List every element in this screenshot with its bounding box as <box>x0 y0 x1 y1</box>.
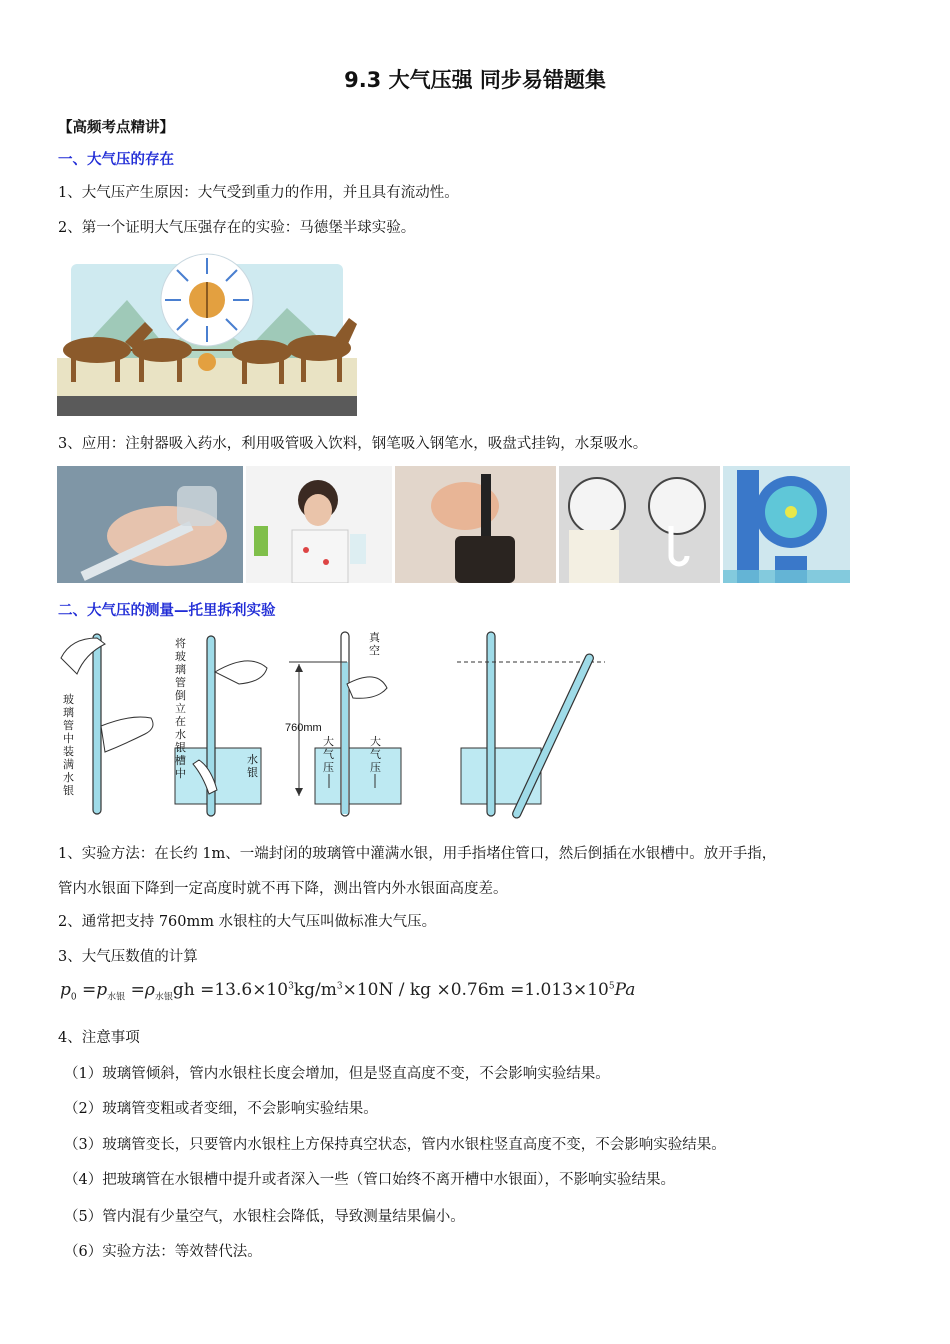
note-4: （4）把玻璃管在水银槽中提升或者深入一些（管口始终不离开槽中水银面），不影响实验结果。 <box>64 1172 675 1188</box>
fountain-pen-photo <box>395 466 556 583</box>
note-6: （6）实验方法：等效替代法。 <box>64 1244 262 1260</box>
section1-line2: 2、第一个证明大气压强存在的实验：马德堡半球实验。 <box>58 220 416 236</box>
suction-hook-photo <box>559 466 720 583</box>
section1-heading: 一、大气压的存在 <box>58 152 174 168</box>
water-pump-photo <box>723 466 850 583</box>
note-3: （3）玻璃管变长，只要管内水银柱上方保持真空状态，管内水银柱竖直高度不变，不会影响实验结果。 <box>64 1137 726 1153</box>
label-invert-tube: 将玻璃管倒立在水银槽中 <box>175 638 186 780</box>
calculation-heading: 3、大气压数值的计算 <box>58 949 198 965</box>
section1-line3: 3、应用：注射器吸入药水，利用吸管吸入饮料，钢笔吸入钢笔水，吸盘式挂钩，水泵吸水。 <box>58 436 648 452</box>
label-mercury: 水银 <box>247 754 258 779</box>
torricelli-diagram <box>57 628 617 828</box>
note-5: （5）管内混有少量空气，水银柱会降低，导致测量结果偏小。 <box>64 1209 465 1225</box>
label-atmosphere-left: 大气压 <box>323 736 334 774</box>
section1-line1: 1、大气压产生原因：大气受到重力的作用，并且具有流动性。 <box>58 185 459 201</box>
label-atmosphere-right: 大气压 <box>370 736 381 774</box>
label-fill-mercury: 玻璃管中装满水银 <box>63 694 74 797</box>
notes-heading: 4、注意事项 <box>58 1030 140 1046</box>
magdeburg-illustration <box>57 250 357 416</box>
pressure-formula: $p_0 =p_{水银} =\rho_{水银}gh =13.6\times 10^3kg/m^3\times 10N$ / kg $\times 0.76m =1.013\times 10^5Pa$ <box>60 980 636 1003</box>
label-vacuum: 真空 <box>369 632 380 657</box>
note-2: （2）玻璃管变粗或者变细，不会影响实验结果。 <box>64 1101 378 1117</box>
page-title: 9.3 大气压强 同步易错题集 <box>344 68 606 92</box>
section-header: 【高频考点精讲】 <box>58 120 174 136</box>
method-line-1: 1、实验方法：在长约 1m、一端封闭的玻璃管中灌满水银，用手指堵住管口，然后倒插在水银槽中。放开手指， <box>58 846 777 862</box>
section2-heading: 二、大气压的测量—托里拆利实验 <box>58 603 276 619</box>
standard-pressure-line: 2、通常把支持 760mm 水银柱的大气压叫做标准大气压。 <box>58 914 437 930</box>
syringe-photo <box>57 466 243 583</box>
note-1: （1）玻璃管倾斜，管内水银柱长度会增加，但是竖直高度不变，不会影响实验结果。 <box>64 1066 610 1082</box>
method-line-2: 管内水银面下降到一定高度时就不再下降，测出管内外水银面高度差。 <box>58 881 508 897</box>
straw-photo <box>246 466 392 583</box>
label-760mm: 760mm <box>285 722 322 734</box>
